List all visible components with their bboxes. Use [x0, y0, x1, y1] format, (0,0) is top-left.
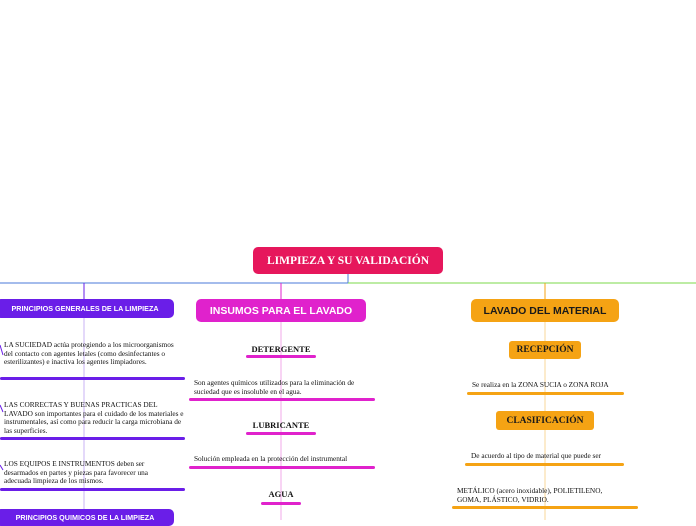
item-lubricante-underline [246, 432, 316, 435]
note-suciedad: LA SUCIEDAD actúa protegiendo a los microorganismos del contacto con agentes letales (como desinfectantes o esterilizantes) e inactiva los agentes limpiadores. [4, 340, 174, 367]
note-equipos: LOS EQUIPOS E INSTRUMENTOS deben ser desarmados en partes y piezas para favorecer una adecuada limpieza de los mismos. [4, 459, 149, 486]
note-detergente-underline [189, 398, 375, 401]
note-detergente: Son agentes químicos utilizados para la eliminación de suciedad que es insoluble en el agua. [194, 378, 355, 396]
item-agua[interactable]: AGUA [268, 489, 294, 499]
root-node[interactable]: LIMPIEZA Y SU VALIDACIÓN [253, 247, 443, 274]
note-materiales: METÁLICO (acero inoxidable), POLIETILENO, GOMA, PLÁSTICO, VIDRIO. [457, 486, 603, 504]
item-clasificacion[interactable]: CLASIFICACIÓN [496, 411, 594, 430]
item-agua-underline [261, 502, 301, 505]
note-materiales-underline [452, 506, 638, 509]
item-recepcion[interactable]: RECEPCIÓN [509, 341, 581, 359]
item-detergente-underline [246, 355, 316, 358]
branch-lavado[interactable]: LAVADO DEL MATERIAL [471, 299, 619, 322]
note-clasificacion-underline [465, 463, 624, 466]
note-lubricante: Solución empleada en la protección del instrumental [194, 454, 348, 463]
note-clasificacion: De acuerdo al tipo de material que puede ser [471, 451, 602, 460]
note-recepcion: Se realiza en la ZONA SUCIA o ZONA ROJA [472, 380, 609, 389]
branch-insumos[interactable]: INSUMOS PARA EL LAVADO [196, 299, 366, 322]
item-detergente[interactable]: DETERGENTE [251, 344, 311, 354]
note-equipos-underline [0, 488, 185, 491]
note-practicas-underline [0, 437, 185, 440]
note-recepcion-underline [467, 392, 624, 395]
note-practicas: LAS CORRECTAS Y BUENAS PRACTICAS DEL LAVADO son importantes para el cuidado de los materiales e instrumentales, así como para reducir la carga microbiana de las superficies. [4, 400, 184, 435]
item-lubricante[interactable]: LUBRICANTE [252, 420, 310, 430]
branch-principios-generales[interactable]: PRINCIPIOS GENERALES DE LA LIMPIEZA [0, 299, 174, 318]
branch-principios-quimicos[interactable]: PRINCIPIOS QUIMICOS DE LA LIMPIEZA [0, 509, 174, 526]
note-lubricante-underline [189, 466, 375, 469]
note-suciedad-underline [0, 377, 185, 380]
